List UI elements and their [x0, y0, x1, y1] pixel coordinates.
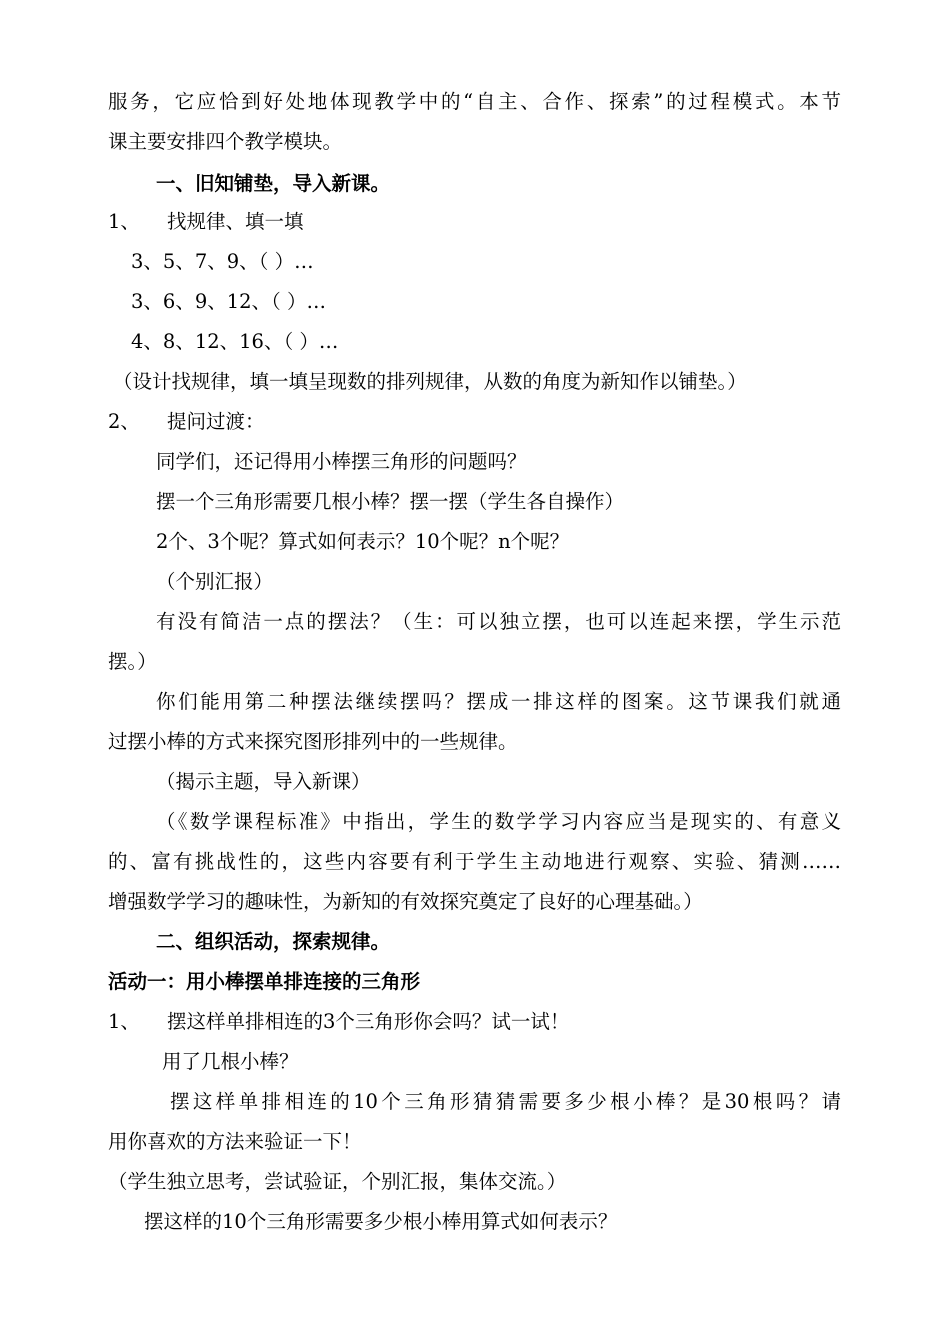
standard-note-line-1: （《数学课程标准》中指出，学生的数学学习内容应当是现实的、有意义 [156, 810, 841, 833]
activity-question-2-line-1: 摆这样单排相连的10个三角形猜猜需要多少根小棒？是30根吗？请 [170, 1090, 841, 1113]
item1-number: 1、 [108, 210, 140, 233]
item2-number: 2、 [108, 410, 140, 433]
activity-item1-text: 摆这样单排相连的3个三角形你会吗？试一试！ [167, 1010, 570, 1033]
activity-item1-number: 1、 [108, 1010, 140, 1033]
item2-text: 提问过渡： [167, 410, 265, 433]
question-5-line-2: 摆。） [108, 650, 157, 673]
question-1: 同学们，还记得用小棒摆三角形的问题吗？ [156, 450, 527, 473]
question-5-line-1: 有没有简洁一点的摆法？（生：可以独立摆，也可以连起来摆，学生示范 [156, 610, 841, 633]
activity-question-1: 用了几根小棒？ [162, 1050, 299, 1073]
sequence-1: 3、5、7、9、（ ）… [131, 250, 314, 273]
question-6-line-1: 你们能用第二种摆法继续摆吗？摆成一排这样的图案。这节课我们就通 [156, 690, 841, 713]
question-4: （个别汇报） [156, 570, 274, 593]
section2-heading: 二、组织活动，探索规律。 [156, 930, 391, 953]
question-6-line-2: 过摆小棒的方式来探究图形排列中的一些规律。 [108, 730, 518, 753]
section1-heading: 一、旧知铺垫，导入新课。 [156, 172, 391, 195]
standard-note-line-3: 增强数学学习的趣味性，为新知的有效探究奠定了良好的心理基础。） [108, 890, 703, 913]
sequence-2: 3、6、9、12、（ ）… [131, 290, 326, 313]
item1-text: 找规律、填一填 [167, 210, 304, 233]
activity1-title: 活动一：用小棒摆单排连接的三角形 [108, 970, 421, 993]
sequence-3: 4、8、12、16、（ ）… [131, 330, 339, 353]
activity-question-2-line-2: 用你喜欢的方法来验证一下！ [108, 1130, 362, 1153]
question-7: （揭示主题，导入新课） [156, 770, 371, 793]
activity-question-3: 摆这样的10个三角形需要多少根小棒用算式如何表示？ [144, 1210, 618, 1233]
question-3: 2个、3个呢？算式如何表示？10个呢？n个呢？ [156, 530, 570, 553]
item1-note: （设计找规律，填一填呈现数的排列规律，从数的角度为新知作以铺垫。） [113, 370, 747, 393]
intro-line-2: 课主要安排四个教学模块。 [108, 130, 343, 153]
intro-line-1: 服务，它应恰到好处地体现教学中的“自主、合作、探索”的过程模式。本节 [108, 90, 841, 113]
activity-note: （学生独立思考，尝试验证，个别汇报，集体交流。） [108, 1170, 567, 1193]
question-2: 摆一个三角形需要几根小棒？摆一摆（学生各自操作） [156, 490, 625, 513]
standard-note-line-2: 的、富有挑战性的，这些内容要有利于学生主动地进行观察、实验、猜测…… [108, 850, 841, 873]
